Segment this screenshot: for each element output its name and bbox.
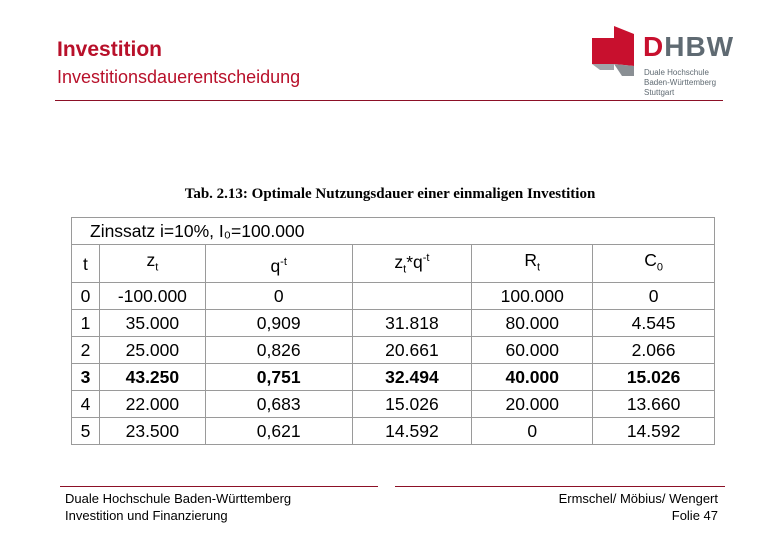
table-caption: Tab. 2.13: Optimale Nutzungsdauer einer einmaligen Investition <box>184 186 596 202</box>
cell-q: 0,826 <box>205 337 352 364</box>
cell-q: 0,683 <box>205 391 352 418</box>
logo-line-1: Duale Hochschule <box>644 68 709 77</box>
cell-rt: 20.000 <box>472 391 593 418</box>
cell-t: 3 <box>72 364 100 391</box>
footer-course: Investition und Finanzierung <box>65 508 228 523</box>
cell-ztq: 31.818 <box>352 310 472 337</box>
cell-c0: 15.026 <box>593 364 715 391</box>
cell-c0: 4.545 <box>593 310 715 337</box>
page-title: Investition <box>57 38 163 61</box>
investment-table <box>71 217 715 445</box>
cell-ztq: 15.026 <box>352 391 472 418</box>
interest-rate-label: Zinssatz i=10%, I₀=100.000 <box>72 218 715 245</box>
table-row <box>72 418 715 445</box>
cell-c0: 0 <box>593 283 715 310</box>
cell-t: 4 <box>72 391 100 418</box>
table-header-row <box>72 245 715 283</box>
header-c0: $C_0$ <box>593 245 715 283</box>
dhbw-logo-mark-icon <box>586 24 642 84</box>
cell-c0: 2.066 <box>593 337 715 364</box>
cell-zt: 43.250 <box>99 364 205 391</box>
header-ztq: $z_t*q^{-t}$ <box>352 245 472 283</box>
footer-right <box>559 490 718 524</box>
table-row <box>72 337 715 364</box>
logo-line-2: Baden-Württemberg <box>644 78 717 87</box>
cell-c0: 14.592 <box>593 418 715 445</box>
cell-ztq: 14.592 <box>352 418 472 445</box>
header-zt: $z_t$ <box>99 245 205 283</box>
footer-authors: Ermschel/ Möbius/ Wengert <box>558 491 718 506</box>
cell-rt: 40.000 <box>472 364 593 391</box>
cell-ztq: 32.494 <box>352 364 472 391</box>
table-row <box>72 364 715 391</box>
cell-t: 5 <box>72 418 100 445</box>
cell-t: 2 <box>72 337 100 364</box>
cell-zt: 22.000 <box>99 391 205 418</box>
cell-q: 0,621 <box>205 418 352 445</box>
footer-institution: Duale Hochschule Baden-Württemberg <box>65 491 292 506</box>
table-row <box>72 310 715 337</box>
cell-ztq: 20.661 <box>352 337 472 364</box>
footer-divider-right <box>395 486 725 487</box>
header-q: $q^{-t}$ <box>205 245 352 283</box>
cell-q: 0,909 <box>205 310 352 337</box>
dhbw-logo <box>586 24 735 104</box>
footer-divider-left <box>60 486 378 487</box>
page-subtitle: Investitionsdauerentscheidung <box>57 67 301 87</box>
cell-t: 0 <box>72 283 100 310</box>
cell-ztq <box>352 283 472 310</box>
cell-q: 0,751 <box>205 364 352 391</box>
table-row <box>72 283 715 310</box>
table-title-row <box>72 218 715 245</box>
header-rt: $R_t$ <box>472 245 593 283</box>
cell-rt: 60.000 <box>472 337 593 364</box>
footer-left <box>65 490 291 524</box>
cell-t: 1 <box>72 310 100 337</box>
cell-zt: 35.000 <box>99 310 205 337</box>
header-t: t <box>72 245 100 283</box>
table-row <box>72 391 715 418</box>
logo-wordmark: DHBW <box>643 31 735 62</box>
cell-zt: 23.500 <box>99 418 205 445</box>
cell-q: 0 <box>205 283 352 310</box>
footer-slide-number: Folie 47 <box>671 508 718 523</box>
cell-rt: 100.000 <box>472 283 593 310</box>
cell-rt: 0 <box>472 418 593 445</box>
cell-zt: 25.000 <box>99 337 205 364</box>
cell-zt: -100.000 <box>99 283 205 310</box>
logo-line-3: Stuttgart <box>644 88 675 97</box>
cell-rt: 80.000 <box>472 310 593 337</box>
cell-c0: 13.660 <box>593 391 715 418</box>
